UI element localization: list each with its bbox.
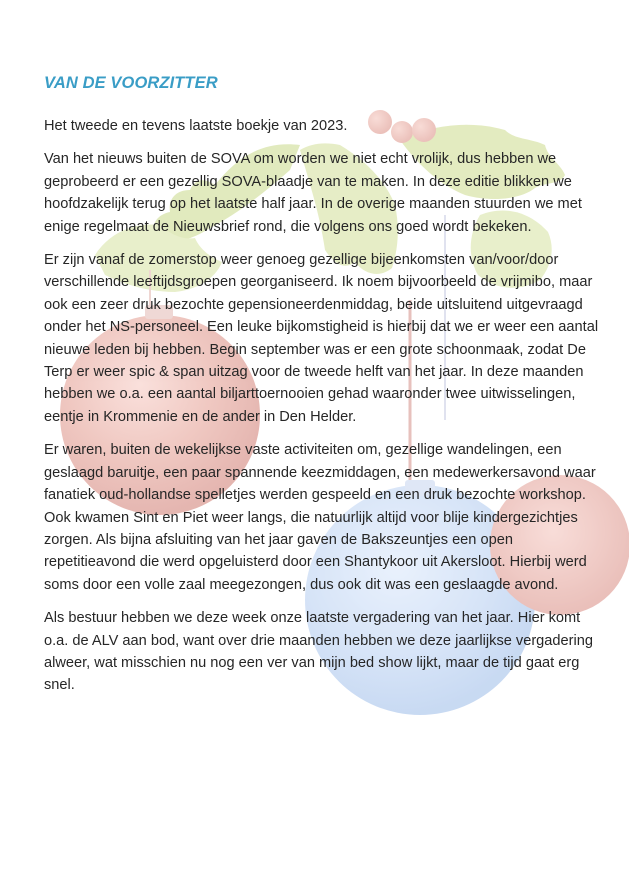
page-title: VAN DE VOORZITTER — [44, 74, 218, 92]
paragraph-board: Als bestuur hebben we deze week onze laatste vergadering van het jaar. Hier komt o.a. de ALV aan bod, want over drie maanden hebben we deze jaarlijkse vergadering alweer, wat misschien nu nog een ver van mijn bed show lijkt, maar de tijd gaat erg snel. — [44, 610, 593, 694]
paragraph-news: Van het nieuws buiten de SOVA om worden we niet echt vrolijk, dus hebben we geprobeerd er een gezellig SOVA-blaadje van te maken. In deze editie blikken we hoofdzakelijk terug op het laatste half jaar. In de overige maanden stuurden we met enige regelmaat de Nieuwsbrief rond, die volgens ons goed wordt bekeken. — [44, 151, 582, 235]
article — [44, 74, 604, 708]
paragraph-activities: Er waren, buiten de wekelijkse vaste activiteiten om, gezellige wandelingen, een geslaagd baruitje, een paar spannende keezmiddagen, een medewerkersavond waar fanatiek oud-hollandse spelletjes werden gespeeld en een druk bezochte workshop. Ook kwamen Sint en Piet weer langs, die natuurlijk altijd voor blije kindergezichtjes zorgen. Als bijna afsluiting van het jaar gaven de Bakszeuntjes een open repetitieavond die werd opgeluisterd door een Shantykoor uit Akersloot. Hierbij werd soms door een volle zaal meegezongen, dus ook dit was een geslaagde avond. — [44, 442, 596, 593]
paragraph-events: Er zijn vanaf de zomerstop weer genoeg gezellige bijeenkomsten van/voor/door verschillende leeftijdsgroepen georganiseerd. Ik noem bijvoorbeeld de vrijmibo, maar ook een zeer druk bezochte gepensioneerdenmiddag, beide uitsluitend uitgevraagd onder het NS-personeel. Een leuke bijkomstigheid is hierbij dat we er weer een aantal nieuwe leden bij hebben. Begin september was er een grote schoonmaak, zodat De Terp er weer spic & span uitzag voor de tweede helft van het jaar. In deze maanden hebben we o.a. een aantal biljarttoernooien gehad waaronder twee uitwisselingen, eentje in Krommenie en de ander in Den Helder. — [44, 252, 599, 425]
paragraph-intro: Het tweede en tevens laatste boekje van 2023. — [44, 118, 348, 134]
